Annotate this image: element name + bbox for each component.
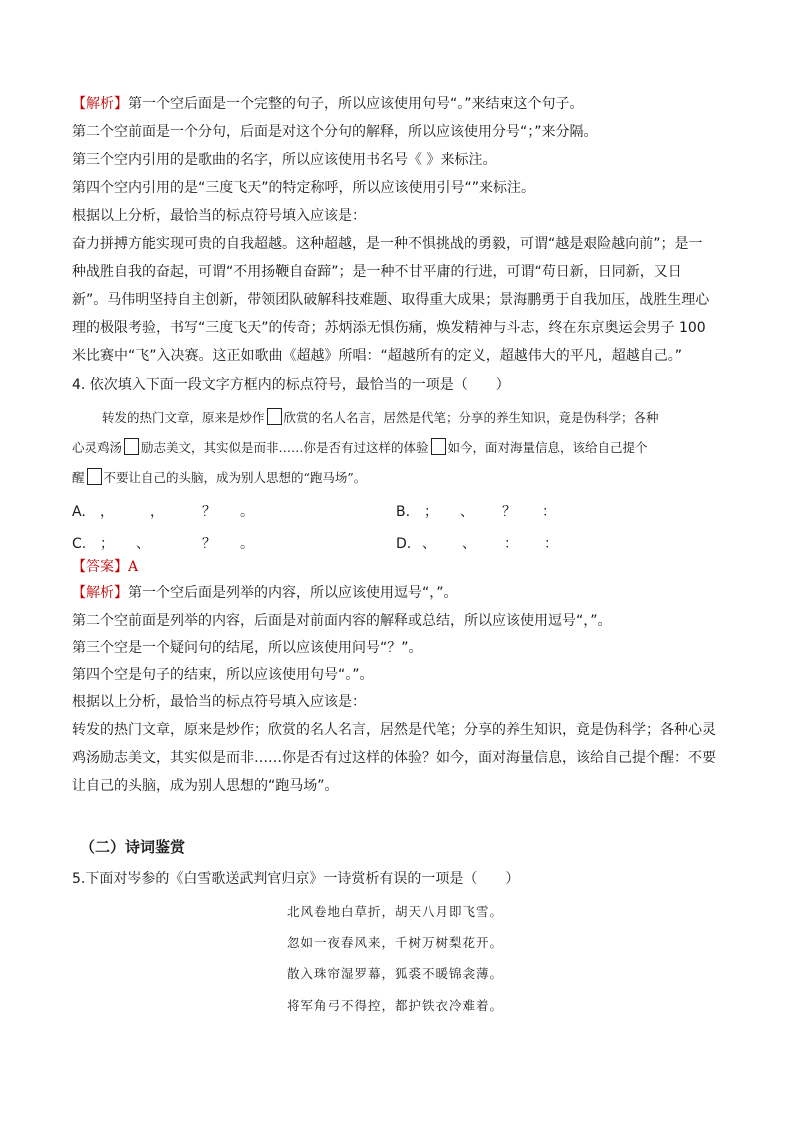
- q4-answer-value: A: [128, 559, 139, 575]
- q3-answer-line-4: 理的极限考验，书写“三度飞天”的传奇；苏炳添无惧伤痛，焕发精神与斗志，终在东京奥运会男子 100: [72, 320, 706, 336]
- q4-answer-text-line-3: 让自己的头脑，成为别人思想的“跑马场”。: [72, 778, 339, 794]
- q4-answer-line: [72, 557, 138, 577]
- poem-line-1: 北风卷地白草折，胡天八月即飞雪。: [287, 904, 504, 919]
- option-mark: 。: [240, 504, 254, 520]
- poem-line-3: 散入珠帘湿罗幕，狐裘不暖锦衾薄。: [287, 966, 504, 981]
- passage-text: 如今，面对海量信息，该给自己提个: [447, 440, 648, 455]
- q4-analysis-line-1: [72, 583, 458, 603]
- blank-box-1: [267, 408, 282, 425]
- option-letter: B.: [396, 504, 411, 520]
- passage-text: 不要让自己的头脑，成为别人思想的“跑马场”。: [103, 470, 367, 485]
- q3-answer-line-1: 奋力拼搏方能实现可贵的自我超越。这种超越，是一种不惧挑战的勇毅，可谓“越是艰险越向前”；是一: [72, 236, 703, 252]
- q4-answer-tag: 【答案】: [72, 559, 128, 575]
- option-mark: 、: [460, 504, 474, 520]
- q4-passage-line-3: [72, 468, 366, 488]
- q3-analysis-line-1: [72, 94, 584, 114]
- q5-stem: 5.下面对岑参的《白雪歌送武判官归京》一诗赏析有误的一项是（ ）: [72, 871, 520, 887]
- blank-box-2: [124, 438, 139, 455]
- q4-analysis-tag: 【解析】: [72, 585, 128, 601]
- passage-text: 转发的热门文章，原来是炒作: [102, 410, 265, 425]
- q3-analysis-line-2: 第二个空前面是一个分句，后面是对这个分句的解释，所以应该使用分号“；”来分隔。: [72, 124, 598, 140]
- section-heading: （二）诗词鉴赏: [80, 838, 186, 856]
- option-mark: ：: [544, 536, 558, 552]
- option-mark: ；: [100, 536, 114, 552]
- q3-analysis-line-5: 根据以上分析，最恰当的标点符号填入应该是：: [72, 208, 366, 224]
- option-b[interactable]: [396, 502, 562, 522]
- q4-analysis-line-2: 第二个空前面是列举的内容，后面是对前面内容的解释或总结，所以应该使用逗号“，”。: [72, 613, 612, 629]
- q4-passage-line-1: [102, 408, 659, 428]
- passage-text: 励志美文，其实似是而非……你是否有过这样的体验: [141, 440, 429, 455]
- option-mark: ？: [202, 504, 216, 520]
- option-d[interactable]: [396, 534, 564, 554]
- q4-answer-text-line-2: 鸡汤励志美文，其实似是而非……你是否有过这样的体验？如今，面对海量信息，该给自己提个醒：不要: [72, 750, 716, 766]
- passage-text: 心灵鸡汤: [72, 440, 123, 455]
- q3-answer-line-3: 新”。马伟明坚持自主创新，带领团队破解科技难题、取得重大成果；景海鹏勇于自我加压，战胜生理心: [72, 292, 710, 308]
- blank-box-3: [431, 438, 446, 455]
- option-mark: ？: [202, 536, 216, 552]
- option-mark: ，: [150, 504, 164, 520]
- option-mark: 。: [240, 536, 254, 552]
- blank-box-4: [87, 468, 102, 485]
- option-c[interactable]: [72, 534, 260, 554]
- q3-analysis-line-3: 第三个空内引用的是歌曲的名字，所以应该使用书名号《 》来标注。: [72, 152, 497, 168]
- q4-stem: 4. 依次填入下面一段文字方框内的标点符号，最恰当的一项是（ ）: [72, 377, 510, 393]
- option-mark: 、: [136, 536, 150, 552]
- option-mark: ，: [100, 504, 114, 520]
- option-mark: ：: [542, 504, 556, 520]
- option-mark: ：: [504, 536, 518, 552]
- q4-analysis-text-1: 第一个空后面是列举的内容，所以应该使用逗号“，”。: [128, 585, 458, 601]
- option-mark: ；: [424, 504, 438, 520]
- q4-analysis-line-4: 第四个空是句子的结束，所以应该使用句号“。”。: [72, 667, 374, 683]
- option-mark: 、: [422, 536, 436, 552]
- option-letter: C.: [72, 536, 87, 552]
- passage-text: 醒: [72, 470, 85, 485]
- q4-analysis-line-3: 第三个空是一个疑问句的结尾，所以应该使用问号“？”。: [72, 640, 423, 656]
- q4-analysis-line-5: 根据以上分析，最恰当的标点符号填入应该是：: [72, 694, 366, 710]
- option-letter: A.: [72, 504, 86, 520]
- q3-answer-line-2: 种战胜自我的奋起，可谓“不用扬鞭自奋蹄”；是一种不甘平庸的行进，可谓“苟日新，日同新，又日: [72, 264, 682, 280]
- q3-analysis-text-1: 第一个空后面是一个完整的句子，所以应该使用句号“。”来结束这个句子。: [128, 96, 584, 112]
- q3-answer-line-5: 米比赛中“飞”入决赛。这正如歌曲《超越》所唱：“超越所有的定义，超越伟大的平凡，超越自己。”: [72, 348, 683, 364]
- option-mark: ？: [502, 504, 516, 520]
- q3-analysis-line-4: 第四个空内引用的是“三度飞天”的特定称呼，所以应该使用引号“”来标注。: [72, 180, 536, 196]
- option-mark: 、: [462, 536, 476, 552]
- q4-passage-line-2: [72, 438, 648, 458]
- poem-line-2: 忽如一夜春风来，千树万树梨花开。: [287, 935, 504, 950]
- passage-text: 欣赏的名人名言，居然是代笔；分享的养生知识，竟是伪科学；各种: [283, 410, 659, 425]
- option-a[interactable]: [72, 502, 260, 522]
- q4-answer-text-line-1: 转发的热门文章，原来是炒作；欣赏的名人名言，居然是代笔；分享的养生知识，竟是伪科学；各种心灵: [72, 722, 716, 738]
- option-letter: D.: [396, 536, 412, 552]
- poem-line-4: 将军角弓不得控，都护铁衣冷难着。: [287, 998, 504, 1013]
- q3-analysis-tag: 【解析】: [72, 96, 128, 112]
